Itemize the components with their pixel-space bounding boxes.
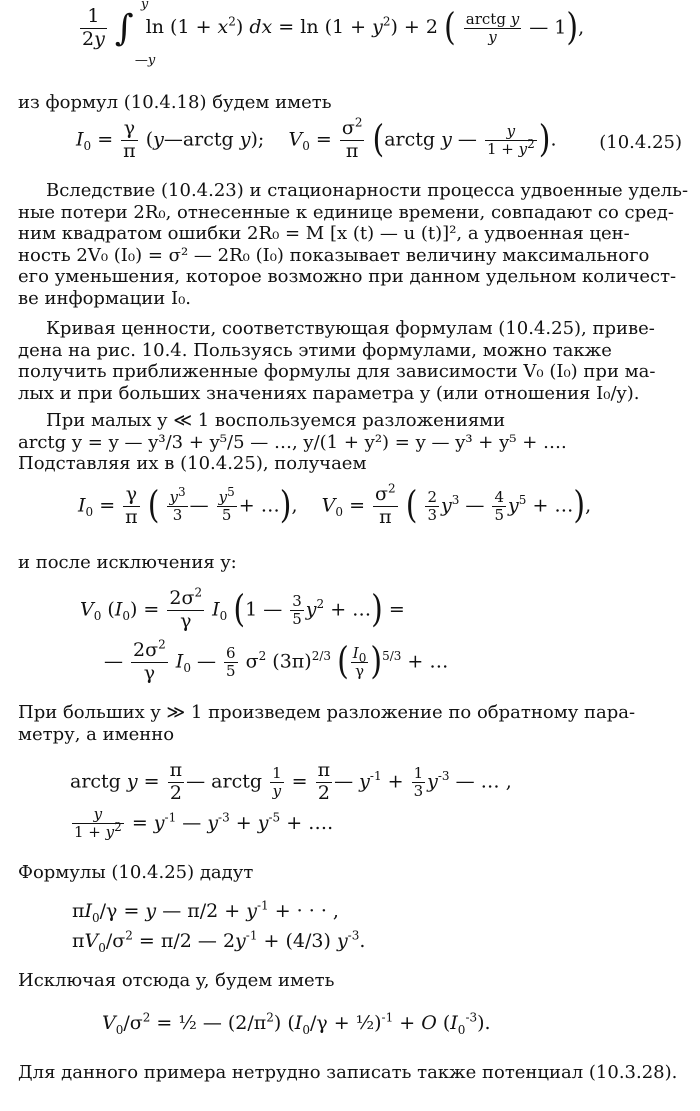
paragraph-4 (18, 702, 686, 745)
equation-final: $V_0/\sigma^2$ = ½ — $(2/\pi^2) (I_0/\gamma$ + ½)$^{-1}$ + O $(I_0^{-3})$. (102, 1010, 491, 1037)
text-line: его уменьшения, которое возможно при данном удельном количест- (18, 266, 677, 288)
text-line: При малых y ≪ 1 воспользуемся разложениями (46, 410, 506, 431)
equation-arctg-large: arctg y = $\frac{\pi}{2}$ — arctg $\frac{1}{y}$ = $\frac{\pi}{2}$ — $y^{-1}$ + $\frac{1}{3}$ $y^{-3}$ — … , (70, 759, 512, 804)
equation-piV0: $\pi V_0/\sigma^2 = \pi/2$ — $2y^{-1} + (4/3)$ $y^{-3}$. (72, 928, 366, 955)
equation-number: (10.4.25) (599, 132, 682, 153)
text-line: получить приближенные формулы для зависимости V₀ (I₀) при ма- (18, 361, 656, 383)
excluding-text: Исключая отсюда y, будем иметь (18, 970, 335, 991)
text-line: Подставляя их в (10.4.25), получаем (18, 453, 367, 475)
text-line: Вследствие (10.4.23) и стационарности процесса удвоенные удель- (46, 180, 689, 201)
equation-piI0: $\pi I_0/\gamma = y$ — $\pi/2 + y^{-1}$ + · · · , (72, 898, 339, 925)
text-line: метру, а именно (18, 723, 175, 745)
intro-text: из формул (10.4.18) будем иметь (18, 92, 332, 113)
text-line: лых и при больших значениях параметра y (или отношения I₀/y). (18, 382, 640, 404)
text-line: ним квадратом ошибки 2R₀ = M [x (t) — u (t)]², а удвоенная цен- (18, 223, 630, 245)
equation-top: $\frac{1}{2y}$ ∫ y —y $\ln (1 + x^2)$ dx = $\ln (1 + y^2) + 2$ ( $\frac{\text{arctg y}}{y}$ — 1), (82, 0, 585, 68)
text-line: При больших y ≫ 1 произведем разложение по обратному пара- (18, 702, 636, 723)
text-line: Кривая ценности, соответствующая формулам (10.4.25), приве- (46, 318, 655, 339)
paragraph-3 (18, 410, 686, 475)
equation-V0-line1: $V_0$ $(I_0)$ = $\frac{2\sigma^2}{\gamma}$ $I_0$ (1 — $\frac{3}{5}$ $y^2$ + …) = (80, 585, 405, 632)
equation-V0-line2: — $\frac{2\sigma^2}{\gamma}$ $I_0$ — $\frac{6}{5}$ $\sigma^2$ $(3\pi)^{2/3}$ ( $\frac{I_0}{\gamma}$ )$^{5/3}$ + … (104, 637, 449, 684)
formulas-give-text: Формулы (10.4.25) дадут (18, 862, 254, 883)
text-line: дена на рис. 10.4. Пользуясь этими формулами, можно также (18, 339, 612, 361)
equation-10-4-25: $I_0$ = $\frac{\gamma}{\pi}$ (y—arctg y); $V_0$ = $\frac{\sigma^2}{\pi}$ (arctg y — $\frac{y}{1 + y^2}$ ). (76, 115, 557, 162)
equation-small-y: $I_0$ = $\frac{\gamma}{\pi}$ ( $\frac{y^3}{3}$ — $\frac{y^5}{5}$ + …), $V_0$ = $\frac{\sigma^2}{\pi}$ ( $\frac{2}{3}$ $y^3$ — $\frac{4}{5}$ $y^5$ + …), (78, 481, 592, 528)
paragraph-2 (18, 318, 686, 404)
paragraph-1 (18, 180, 689, 310)
text-line: ные потери 2R₀, отнесенные к единице времени, совпадают со сред- (18, 201, 674, 223)
after-exclusion-text: и после исключения y: (18, 552, 237, 573)
text-line: ность 2V₀ (I₀) = σ² — 2R₀ (I₀) показывает величину максимального (18, 244, 650, 266)
final-line-text: Для данного примера нетрудно записать также потенциал (10.3.28). (18, 1062, 678, 1083)
text-line: ве информации I₀. (18, 287, 192, 309)
text-line: arctg y = y — y³/3 + y⁵/5 — …, y/(1 + y²) = y — y³ + y⁵ + …. (18, 431, 567, 453)
equation-frac-large: $\frac{y}{1 + y^2}$ = $y^{-1}$ — $y^{-3} + y^{-5}$ + …. (74, 805, 334, 842)
